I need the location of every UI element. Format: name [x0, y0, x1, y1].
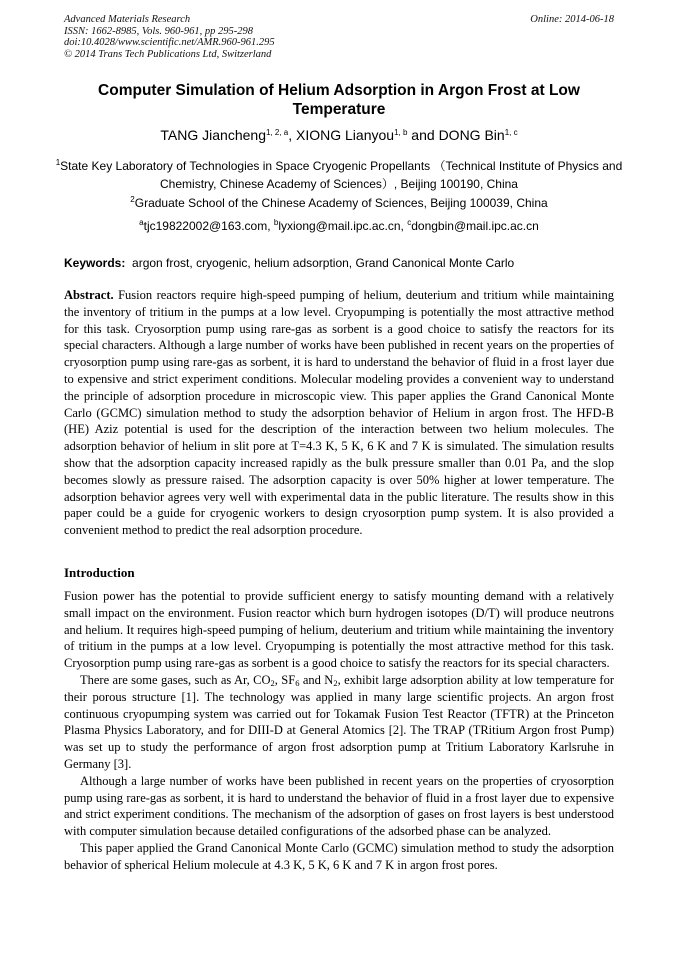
- keywords-text: argon frost, cryogenic, helium adsorption, Grand Canonical Monte Carlo: [132, 256, 515, 270]
- journal-name: Advanced Materials Research: [64, 14, 191, 25]
- author-separator: and: [407, 127, 439, 143]
- affiliation-1: $^1$State Key Laboratory of Technologies in Space Cryogenic Propellants （Technical Institute of Physics and Chemistry, Chinese Academy of Sciences）, Beijing 100190, China: [55, 158, 623, 191]
- abstract: [64, 287, 614, 539]
- affiliation-2: $^2$Graduate School of the Chinese Academy of Sciences, Beijing 100039, China: [130, 195, 548, 210]
- introduction-body: [64, 588, 614, 874]
- author-affil-marker: 1, 2, a: [265, 128, 289, 137]
- copyright-line: © 2014 Trans Tech Publications Ltd, Switzerland: [64, 48, 272, 60]
- paragraph: Fusion power has the potential to provide sufficient energy to satisfy mounting demand with a relatively small impact on the environment. Fusion reactor which burn hydrogen isotopes (D/T) will produce neutrons and helium. It requires high-speed pumping of helium, deuterium and tritium while maintaining the inventory of tritium in the pumps at a low level. Cryopumping is potentially the most attractive method for this task. Cryosorption pump using rare-gas as sorbent is a good choice to satisfy the reactors for its special characters.: [64, 589, 614, 671]
- introduction-heading: Introduction: [64, 565, 135, 580]
- abstract-text: Fusion reactors require high-speed pumping of helium, deuterium and tritium while maintaining the inventory of tritium in the pumps at a low level. Cryopumping is potentially the most attractive method for this task. Cryosorption pump using rare-gas as sorbent is a good choice to satisfy the reactors for its special characters. Although a large number of works have been published in recent years on the properties of cryosorption pump using rare-gas as sorbent, it is hard to understand the behavior of fluid in a frost layer due to expensive and strict experiment conditions. Molecular modeling provides a convenient way to understand the principle of adsorption procedure in microscopic view. This paper applies the Grand Canonical Monte Carlo (GCMC) simulation method to study the adsorption behavior of Helium in argon frost. The HFD-B (HE) Aziz potential is used for the description of the interaction between two helium molecules. The adsorption behavior of helium in slit pore at T=4.3 K, 5 K, 6 K and 7 K is simulated. The simulation results show that the adsorption capacity increased rapidly as the bulk pressure smaller than 0.01 Pa, and the slop becomes slowly as pressure raised. The adsorption capacity is over 50% higher at lower temperature. The adsorption behavior agrees very well with experimental data in the public literature. The results show in this paper could be a guide for cryogenic workers to design cryosorption pump system. It is also provided a convenient method to predict the real adsorption procedure.: [64, 288, 614, 538]
- keywords-label: Keywords:: [64, 256, 126, 270]
- author-separator: ,: [288, 127, 297, 143]
- email-link[interactable]: lyxiong@mail.ipc.ac.cn,: [278, 219, 408, 233]
- author-name: TANG Jiancheng: [160, 127, 266, 143]
- keywords: [64, 255, 624, 271]
- abstract-label: Abstract.: [64, 288, 114, 302]
- author-affil-marker: 1, b: [394, 128, 408, 137]
- paragraph: This paper applied the Grand Canonical Monte Carlo (GCMC) simulation method to study the adsorption behavior of spherical Helium molecule at 4.3 K, 5 K, 6 K and 7 K in argon frost pores.: [64, 840, 614, 872]
- paragraph: Although a large number of works have been published in recent years on the properties of cryosorption pump using rare-gas as sorbent, it is hard to understand the behavior of fluid in a frost layer due to expensive and strict experiment conditions. The mechanism of the adsorption of gases on frost layers is best understood with computer simulation because detailed configurations of the adsorbed phase can be analyzed.: [64, 773, 614, 839]
- email-link[interactable]: tjc19822002@163.com,: [143, 219, 274, 233]
- email-link[interactable]: dongbin@mail.ipc.ac.cn: [411, 219, 539, 233]
- online-date: Online: 2014-06-18: [530, 14, 614, 25]
- issn-line: ISSN: 1662-8985, Vols. 960-961, pp 295-298: [64, 25, 253, 37]
- journal-header: [64, 14, 275, 60]
- doi-line: doi:10.4028/www.scientific.net/AMR.960-961.295: [64, 37, 275, 48]
- author-affil-marker: 1, c: [504, 128, 518, 137]
- author-name: DONG Bin: [438, 127, 505, 143]
- author-list: [40, 126, 638, 144]
- author-name: XIONG Lianyou: [296, 127, 395, 143]
- author-emails: $^a$tjc19822002@163.com, $^b$lyxiong@mail.ipc.ac.cn, $^c$dongbin@mail.ipc.ac.cn: [139, 218, 539, 233]
- paper-title: Computer Simulation of Helium Adsorption in Argon Frost at Low Temperature: [98, 82, 580, 118]
- paragraph: There are some gases, such as Ar, $CO_2$, $SF_6$ and $N_2$, exhibit large adsorption ability at low temperature for their porous structure [1]. The technology was applied in many large scientific projects. An argon frost continuous cryopumping system was carried out for Tokamak Fusion Test Reactor (TFTR) at the Princeton Plasma Physics Laboratory, and for DIII-D at General Atomics [2]. The TRAP (TRitium Argon frost Pump) was set up to study the performance of argon frost adsorption pump at Tritium Laboratory Karlsruhe in Germany [3].: [64, 672, 615, 771]
